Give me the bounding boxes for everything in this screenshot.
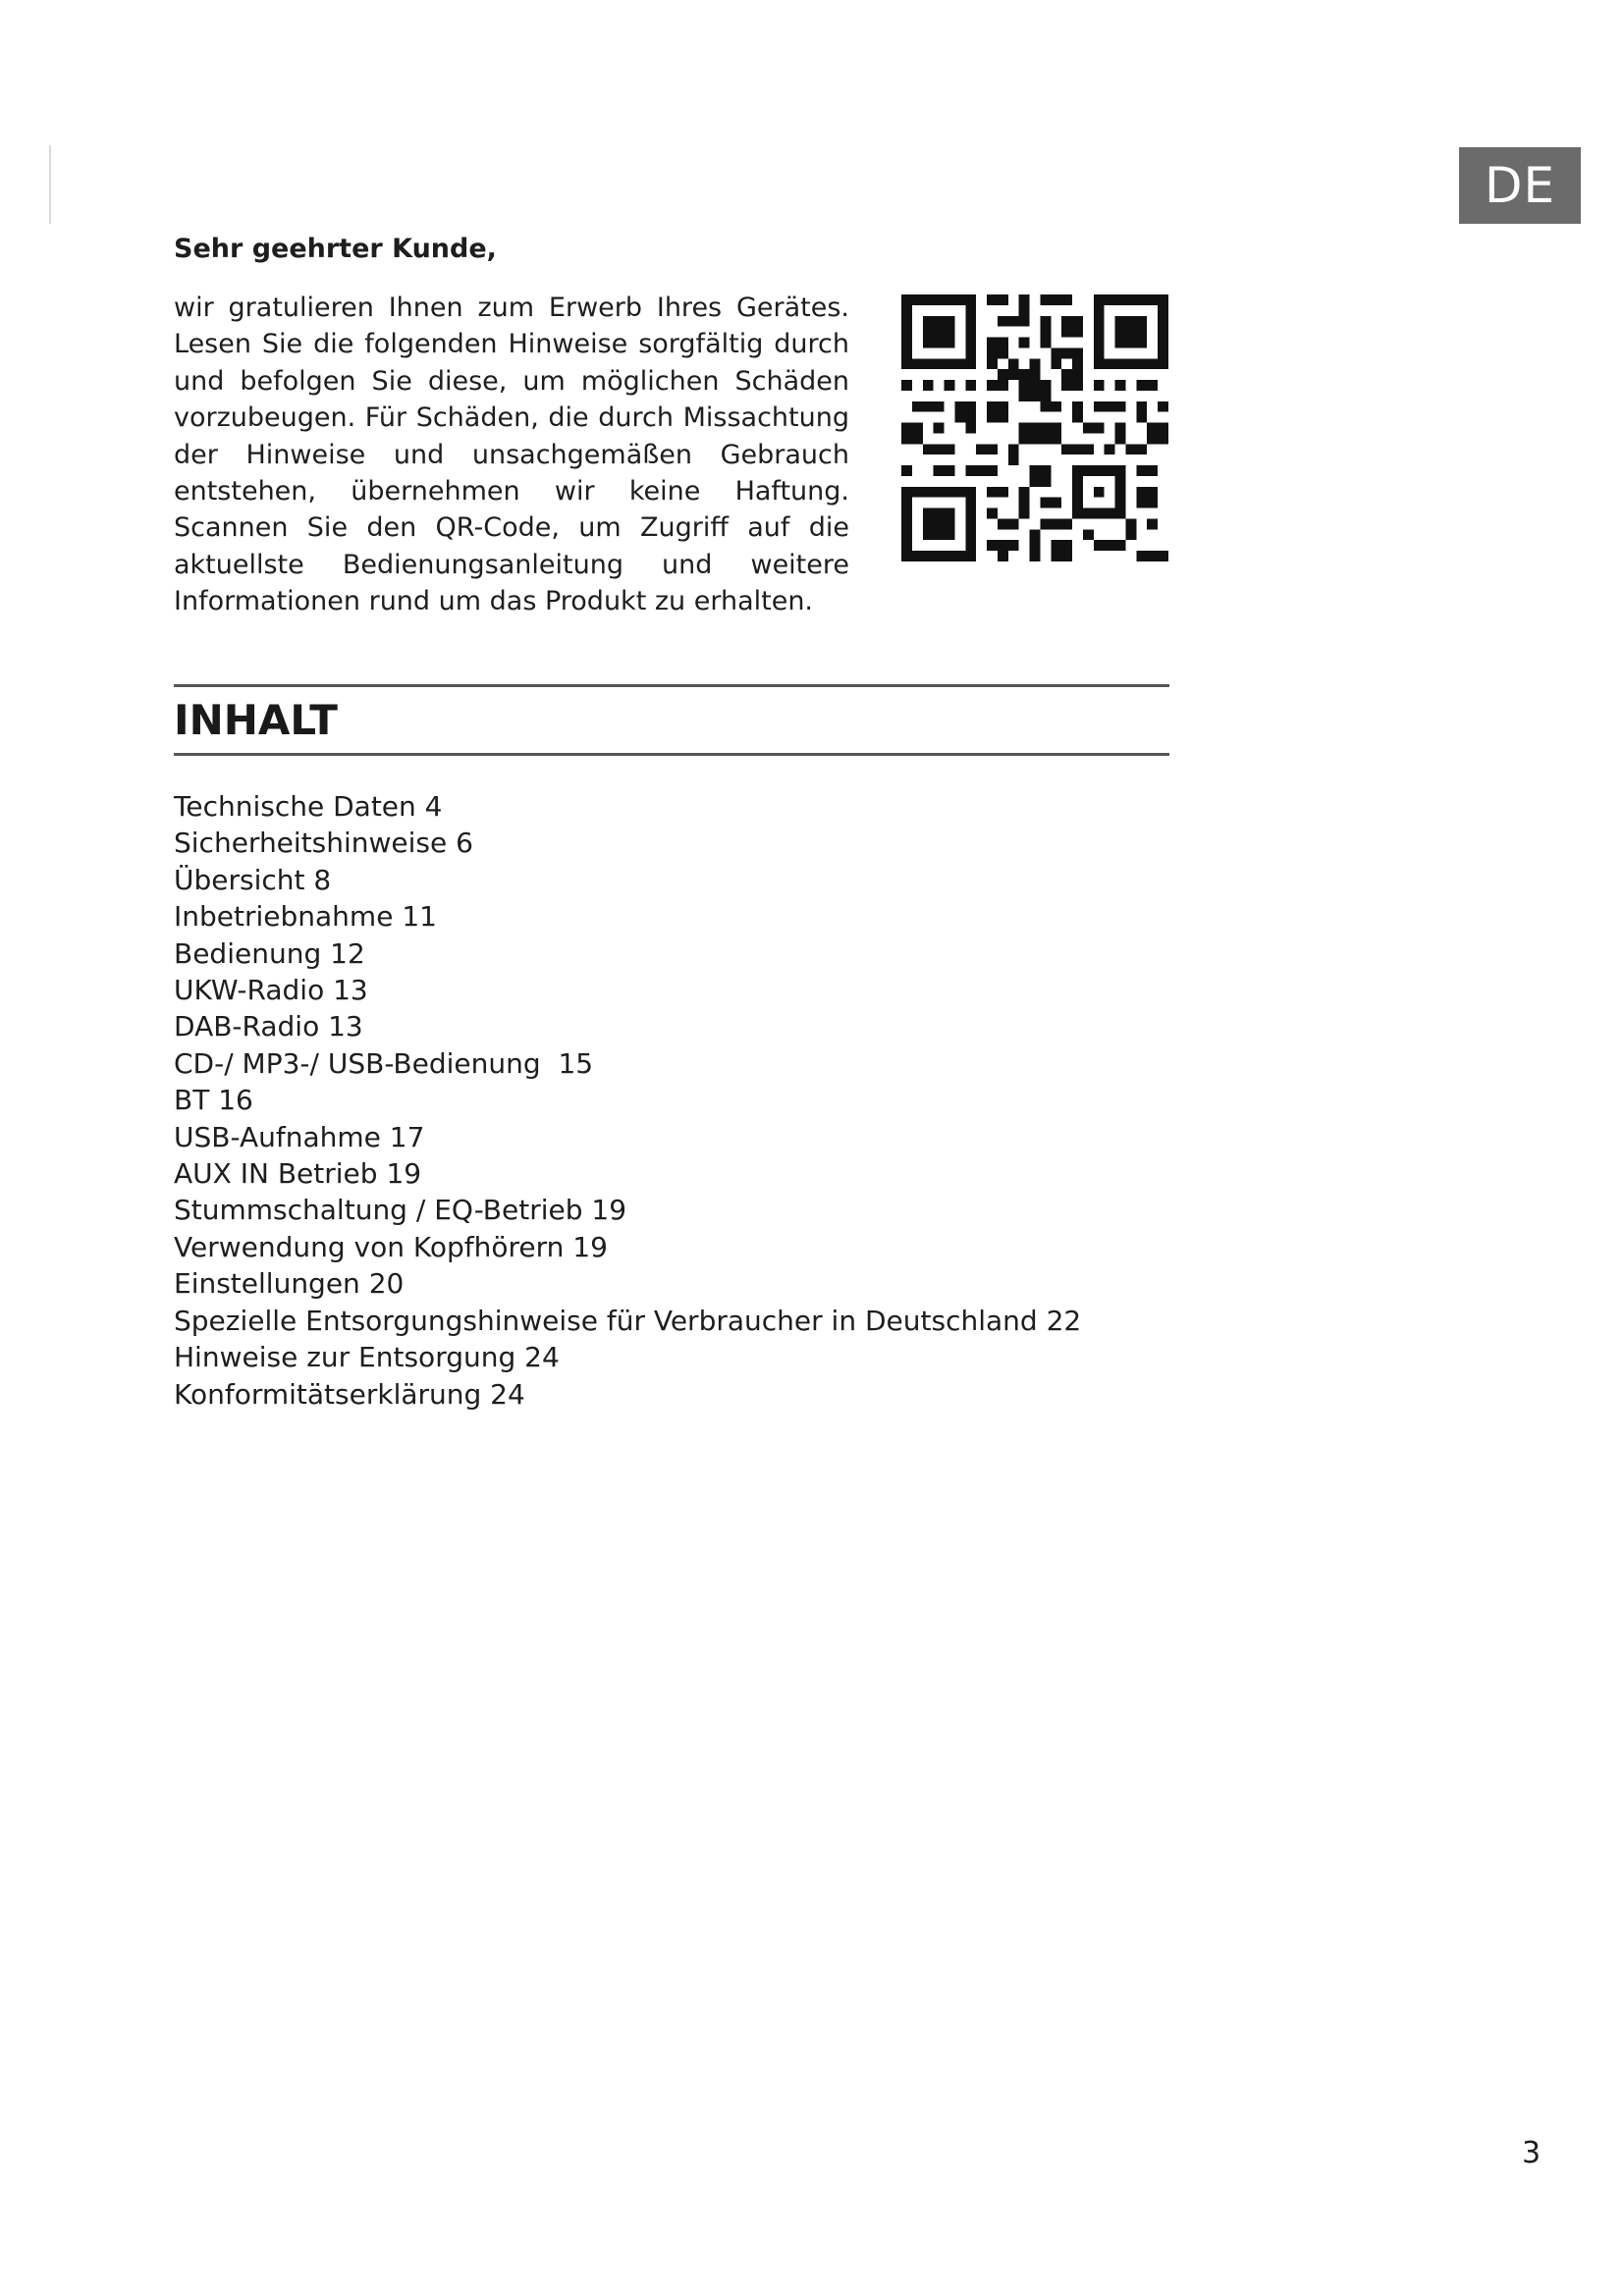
qr-alignment (1072, 465, 1125, 518)
toc-item-ukw-radio[interactable]: UKW-Radio 13 (174, 974, 368, 1007)
toc-item-sicherheitshinweise[interactable]: Sicherheitshinweise 6 (174, 827, 473, 860)
toc-item-hinweise-entsorgung[interactable]: Hinweise zur Entsorgung 24 (174, 1341, 560, 1374)
toc-item-usb-aufnahme[interactable]: USB-Aufnahme 17 (174, 1120, 425, 1153)
toc-item-kopfhoerer[interactable]: Verwendung von Kopfhörern 19 (174, 1230, 608, 1263)
toc-item-dab-radio[interactable]: DAB-Radio 13 (174, 1010, 363, 1043)
toc-item-bedienung[interactable]: Bedienung 12 (174, 936, 365, 970)
toc-item-uebersicht[interactable]: Übersicht 8 (174, 863, 332, 896)
toc-item-konformitaet[interactable]: Konformitätserklärung 24 (174, 1377, 525, 1411)
toc-item-einstellungen[interactable]: Einstellungen 20 (174, 1267, 405, 1301)
toc-heading: INHALT (174, 696, 338, 744)
language-badge: DE (1459, 147, 1581, 224)
qr-finder-top-right (1094, 294, 1168, 369)
toc-item-cd-mp3-usb[interactable]: CD-/ MP3-/ USB-Bedienung 15 (174, 1046, 594, 1080)
toc-item-entsorgung-deutschland[interactable]: Spezielle Entsorgungshinweise für Verbraucher in Deutschland 22 (174, 1304, 1082, 1337)
toc-item-bt[interactable]: BT 16 (174, 1084, 253, 1117)
section-rule-top (174, 684, 1169, 687)
page-number: 3 (1522, 2136, 1542, 2170)
toc-item-technische-daten[interactable]: Technische Daten 4 (174, 790, 443, 823)
toc-item-aux-in[interactable]: AUX IN Betrieb 19 (174, 1157, 422, 1191)
margin-rule (49, 145, 51, 224)
section-rule-bottom (174, 753, 1169, 756)
greeting: Sehr geehrter Kunde, (174, 234, 497, 264)
table-of-contents (174, 788, 1081, 1413)
qr-finder-top-left (901, 294, 976, 369)
toc-item-inbetriebnahme[interactable]: Inbetriebnahme 11 (174, 900, 437, 934)
toc-item-stummschaltung[interactable]: Stummschaltung / EQ-Betrieb 19 (174, 1194, 627, 1227)
qr-finder-bottom-left (901, 487, 976, 561)
intro-paragraph: wir gratulieren Ihnen zum Erwerb Ihres Gerätes. Lesen Sie die folgenden Hinweise sorgfältig durch und befolgen Sie diese, um möglichen Schäden vorzubeugen. Für Schäden, die durch Missachtung der Hinweise und unsachgemäßen Gebrauch entstehen, übernehmen wir keine Haftung. Scannen Sie den QR-Code, um Zugriff auf die aktuellste Bedienungsanleitung und weitere Informationen rund um das Produkt zu erhalten. (174, 293, 849, 617)
qr-code[interactable] (901, 294, 1168, 561)
